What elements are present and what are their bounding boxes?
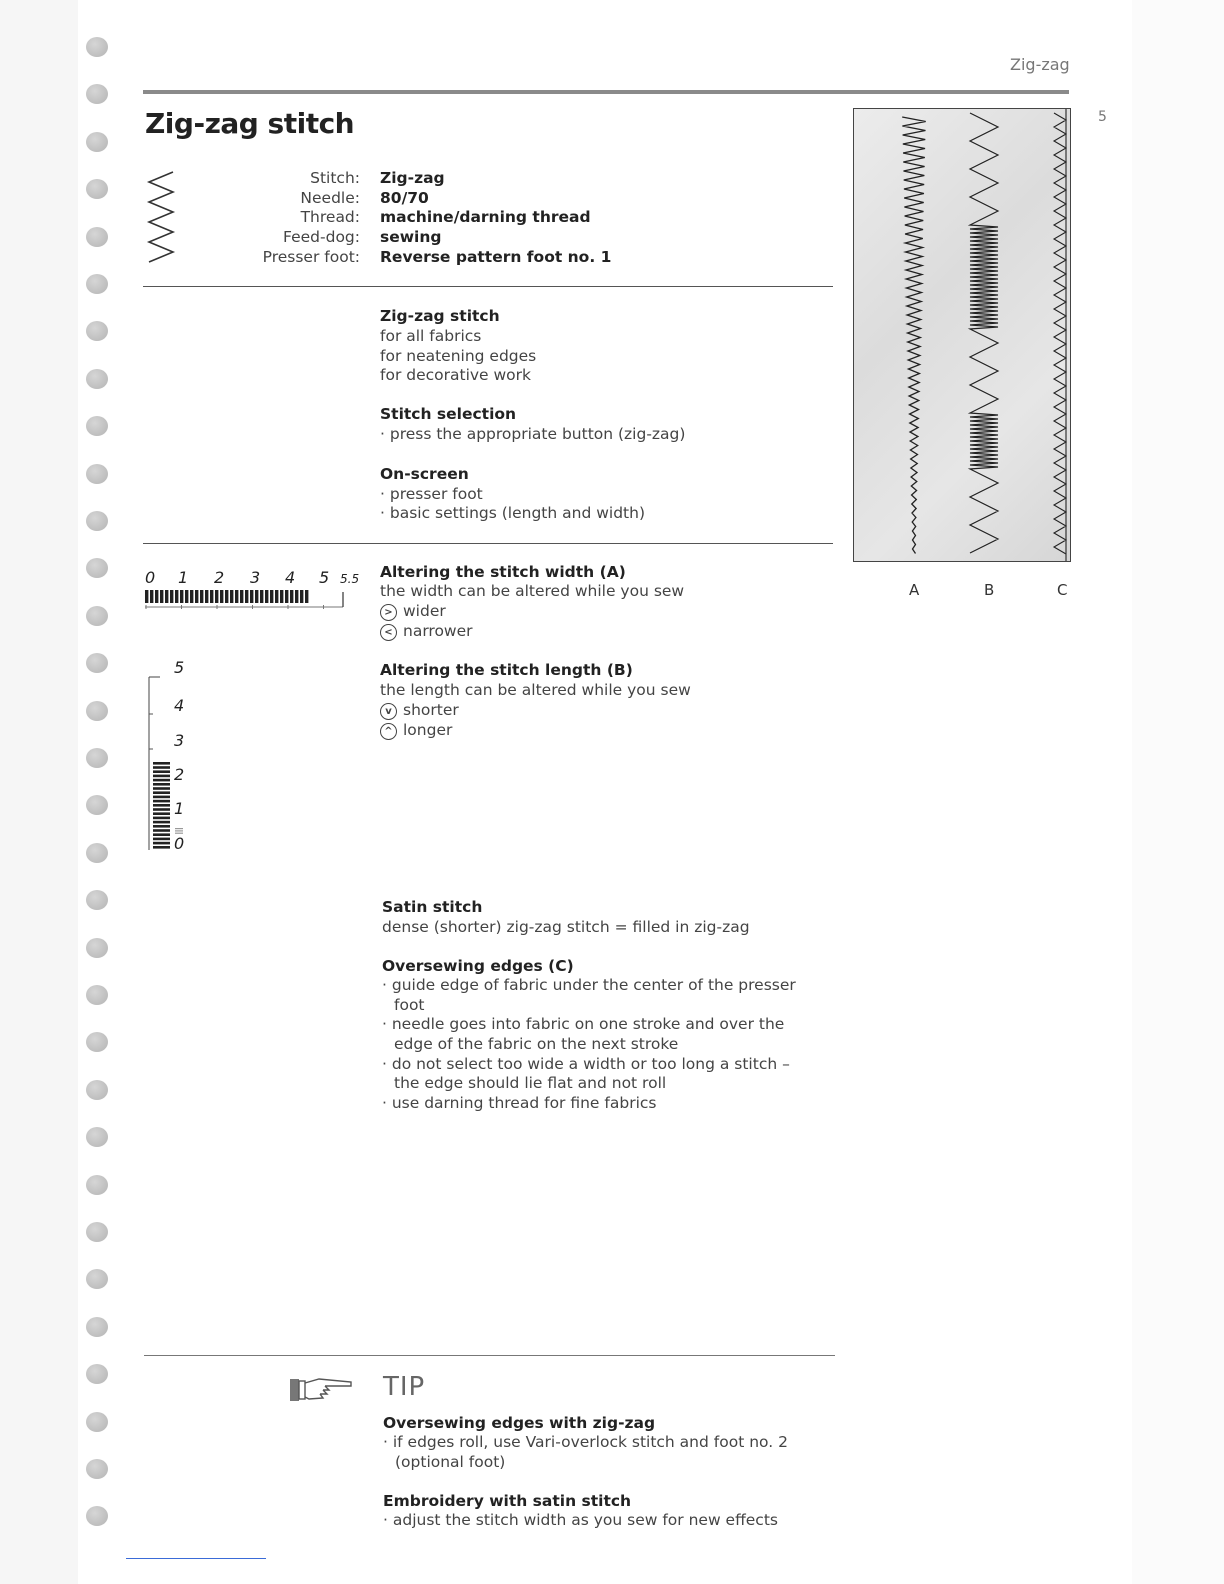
width-bar-segment xyxy=(235,590,238,603)
binder-hole xyxy=(86,416,108,436)
tip-line: (optional foot) xyxy=(395,1453,506,1471)
binder-hole xyxy=(86,653,108,673)
shorter-line xyxy=(380,701,459,720)
binder-hole xyxy=(86,1127,108,1147)
selection-line: · press the appropriate button (zig-zag) xyxy=(380,425,686,443)
binder-hole xyxy=(86,227,108,247)
length-bar-segment xyxy=(153,804,170,807)
length-scale-bar xyxy=(146,660,188,852)
length-scale-label: 5 xyxy=(174,658,185,677)
longer-line xyxy=(380,721,452,740)
spec-label-feed-dog: Feed-dog: xyxy=(283,228,360,246)
width-bar-segment xyxy=(190,590,193,603)
length-bar-segment xyxy=(153,787,170,790)
narrower-line xyxy=(380,622,473,641)
oversewing-line: edge of the fabric on the next stroke xyxy=(394,1035,679,1053)
length-bar-segment xyxy=(153,821,170,824)
width-bar-segment xyxy=(165,590,168,603)
width-scale-label: 2 xyxy=(214,568,225,587)
spec-value-presser-foot: Reverse pattern foot no. 1 xyxy=(380,248,612,266)
onscreen-line: · presser foot xyxy=(380,485,483,503)
satin-text: dense (shorter) zig-zag stitch = filled in zig-zag xyxy=(382,918,750,936)
length-bar-segment xyxy=(153,766,170,769)
section-divider xyxy=(143,286,833,287)
width-bar-segment xyxy=(205,590,208,603)
selection-heading: Stitch selection xyxy=(380,405,517,423)
binder-hole xyxy=(86,274,108,294)
page-title: Zig-zag stitch xyxy=(145,107,355,140)
width-bar-segment xyxy=(215,590,218,603)
tip-heading-embroidery: Embroidery with satin stitch xyxy=(383,1492,632,1510)
wider-button-icon: > xyxy=(380,604,397,621)
length-scale-label: 3 xyxy=(174,731,185,750)
longer-label: longer xyxy=(403,721,453,739)
length-scale-label: 0 xyxy=(174,834,185,853)
width-bar-segment xyxy=(265,590,268,603)
sample-a-stitch xyxy=(902,117,925,554)
length-intro: the length can be altered while you sew xyxy=(380,681,691,699)
satin-heading: Satin stitch xyxy=(382,898,483,916)
footer-line xyxy=(126,1558,266,1559)
sample-c-stitch xyxy=(1054,113,1066,554)
binder-hole xyxy=(86,37,108,57)
length-bar-segment xyxy=(153,838,170,841)
spec-label-needle: Needle: xyxy=(300,189,360,207)
length-bar-segment xyxy=(153,842,170,845)
width-bar-segment xyxy=(240,590,243,603)
width-bar-segment xyxy=(200,590,203,603)
width-bar-segment xyxy=(155,590,158,603)
narrower-label: narrower xyxy=(403,622,473,640)
width-bar-segment xyxy=(150,590,153,603)
width-bar-segment xyxy=(180,590,183,603)
width-scale-bar xyxy=(145,588,350,610)
length-bar-segment xyxy=(153,808,170,811)
length-scale-label: 2 xyxy=(174,765,185,784)
length-bar-segment xyxy=(153,770,170,773)
binder-hole xyxy=(86,1080,108,1100)
width-bar-segment xyxy=(220,590,223,603)
sample-label-b: B xyxy=(984,581,995,599)
right-margin xyxy=(1132,0,1224,1584)
binder-hole xyxy=(86,321,108,341)
binder-margin xyxy=(0,0,78,1584)
width-bar-segment xyxy=(255,590,258,603)
oversewing-line: · needle goes into fabric on one stroke and over the xyxy=(382,1015,785,1033)
length-bar-segment xyxy=(153,833,170,836)
width-scale-label: 5 xyxy=(319,568,330,587)
binder-hole xyxy=(86,938,108,958)
binder-hole xyxy=(86,1032,108,1052)
width-bar-segment xyxy=(295,590,298,603)
binder-hole xyxy=(86,1364,108,1384)
tip-line: · if edges roll, use Vari-overlock stitch and foot no. 2 xyxy=(383,1433,788,1451)
width-bar-segment xyxy=(285,590,288,603)
usage-heading: Zig-zag stitch xyxy=(380,307,500,325)
binder-hole xyxy=(86,606,108,626)
width-bar-segment xyxy=(210,590,213,603)
length-bar-segment xyxy=(153,829,170,832)
width-bar-segment xyxy=(275,590,278,603)
usage-line: for neatening edges xyxy=(380,347,537,365)
narrower-button-icon: < xyxy=(380,624,397,641)
length-bar-segment xyxy=(153,812,170,815)
binder-hole xyxy=(86,748,108,768)
oversewing-line: the edge should lie flat and not roll xyxy=(394,1074,667,1092)
onscreen-line: · basic settings (length and width) xyxy=(380,504,645,522)
length-bar-segment xyxy=(153,762,170,765)
width-scale-label: 5.5 xyxy=(340,572,360,586)
width-bar-segment xyxy=(290,590,293,603)
tip-heading-overlock: Oversewing edges with zig-zag xyxy=(383,1414,656,1432)
width-bar-segment xyxy=(175,590,178,603)
tip-line: · adjust the stitch width as you sew for new effects xyxy=(383,1511,778,1529)
onscreen-heading: On-screen xyxy=(380,465,469,483)
binder-hole xyxy=(86,1459,108,1479)
width-bar-segment xyxy=(260,590,263,603)
section-header: Zig-zag xyxy=(1010,55,1070,74)
oversewing-line: · do not select too wide a width or too long a stitch – xyxy=(382,1055,790,1073)
spec-value-needle: 80/70 xyxy=(380,189,429,207)
spec-value-thread: machine/darning thread xyxy=(380,208,591,226)
width-bar-segment xyxy=(145,590,148,603)
length-bar-segment xyxy=(153,779,170,782)
width-scale-label: 0 xyxy=(145,568,156,587)
width-bar-segment xyxy=(160,590,163,603)
tip-title: TIP xyxy=(383,1372,426,1402)
binder-hole xyxy=(86,701,108,721)
binder-hole xyxy=(86,1317,108,1337)
length-bar-segment xyxy=(153,817,170,820)
binder-hole xyxy=(86,985,108,1005)
oversewing-line: · use darning thread for fine fabrics xyxy=(382,1094,657,1112)
zigzag-stitch-icon xyxy=(145,170,179,265)
wider-line xyxy=(380,602,446,621)
longer-button-icon: ^ xyxy=(380,723,397,740)
binder-hole xyxy=(86,1175,108,1195)
usage-line: for all fabrics xyxy=(380,327,482,345)
width-bar-segment xyxy=(170,590,173,603)
wider-label: wider xyxy=(403,602,446,620)
length-bar-segment xyxy=(153,825,170,828)
binder-hole xyxy=(86,132,108,152)
length-heading: Altering the stitch length (B) xyxy=(380,661,633,679)
width-bar-segment xyxy=(305,590,308,603)
binder-hole xyxy=(86,795,108,815)
length-bar-segment xyxy=(153,846,170,849)
usage-line: for decorative work xyxy=(380,366,532,384)
binder-hole xyxy=(86,84,108,104)
width-scale-label: 1 xyxy=(178,568,189,587)
binder-hole xyxy=(86,558,108,578)
binder-hole xyxy=(86,1412,108,1432)
width-bar-segment xyxy=(245,590,248,603)
header-rule xyxy=(143,90,1069,94)
shorter-label: shorter xyxy=(403,701,459,719)
sample-label-a: A xyxy=(909,581,920,599)
shorter-button-icon: v xyxy=(380,703,397,720)
spec-label-presser-foot: Presser foot: xyxy=(262,248,360,266)
length-bar-segment xyxy=(153,800,170,803)
stitch-samples xyxy=(854,109,1070,561)
length-bar-segment xyxy=(153,791,170,794)
sample-label-c: C xyxy=(1057,581,1068,599)
width-heading: Altering the stitch width (A) xyxy=(380,563,626,581)
binder-hole xyxy=(86,1222,108,1242)
binder-hole xyxy=(86,1506,108,1526)
oversewing-line: foot xyxy=(394,996,425,1014)
binder-hole xyxy=(86,890,108,910)
binder-hole xyxy=(86,179,108,199)
oversewing-heading: Oversewing edges (C) xyxy=(382,957,574,975)
length-scale-label: 1 xyxy=(174,799,185,818)
binder-hole xyxy=(86,464,108,484)
tip-divider xyxy=(144,1355,835,1356)
stitch-sample-photo xyxy=(853,108,1071,562)
spec-label-stitch: Stitch: xyxy=(310,169,360,187)
width-bar-segment xyxy=(280,590,283,603)
oversewing-line: · guide edge of fabric under the center of the presser xyxy=(382,976,796,994)
width-bar-segment xyxy=(195,590,198,603)
section-divider xyxy=(143,543,833,544)
width-scale-label: 3 xyxy=(250,568,261,587)
page-number: 5 xyxy=(1098,109,1107,125)
spec-label-thread: Thread: xyxy=(300,208,360,226)
width-bar-segment xyxy=(270,590,273,603)
width-bar-segment xyxy=(225,590,228,603)
length-bar-segment xyxy=(153,775,170,778)
width-bar-segment xyxy=(230,590,233,603)
binder-hole xyxy=(86,843,108,863)
spec-value-stitch: Zig-zag xyxy=(380,169,445,187)
binder-hole xyxy=(86,511,108,531)
width-bar-segment xyxy=(185,590,188,603)
length-scale-label: 4 xyxy=(174,696,185,715)
width-intro: the width can be altered while you sew xyxy=(380,582,685,600)
binder-hole xyxy=(86,1269,108,1289)
length-bar-segment xyxy=(153,783,170,786)
pointing-hand-icon xyxy=(289,1375,355,1405)
width-bar-segment xyxy=(250,590,253,603)
length-bar-segment xyxy=(153,796,170,799)
width-bar-segment xyxy=(300,590,303,603)
width-scale-label: 4 xyxy=(285,568,296,587)
binder-hole xyxy=(86,369,108,389)
sample-b-stitch xyxy=(970,113,998,553)
spec-value-feed-dog: sewing xyxy=(380,228,442,246)
